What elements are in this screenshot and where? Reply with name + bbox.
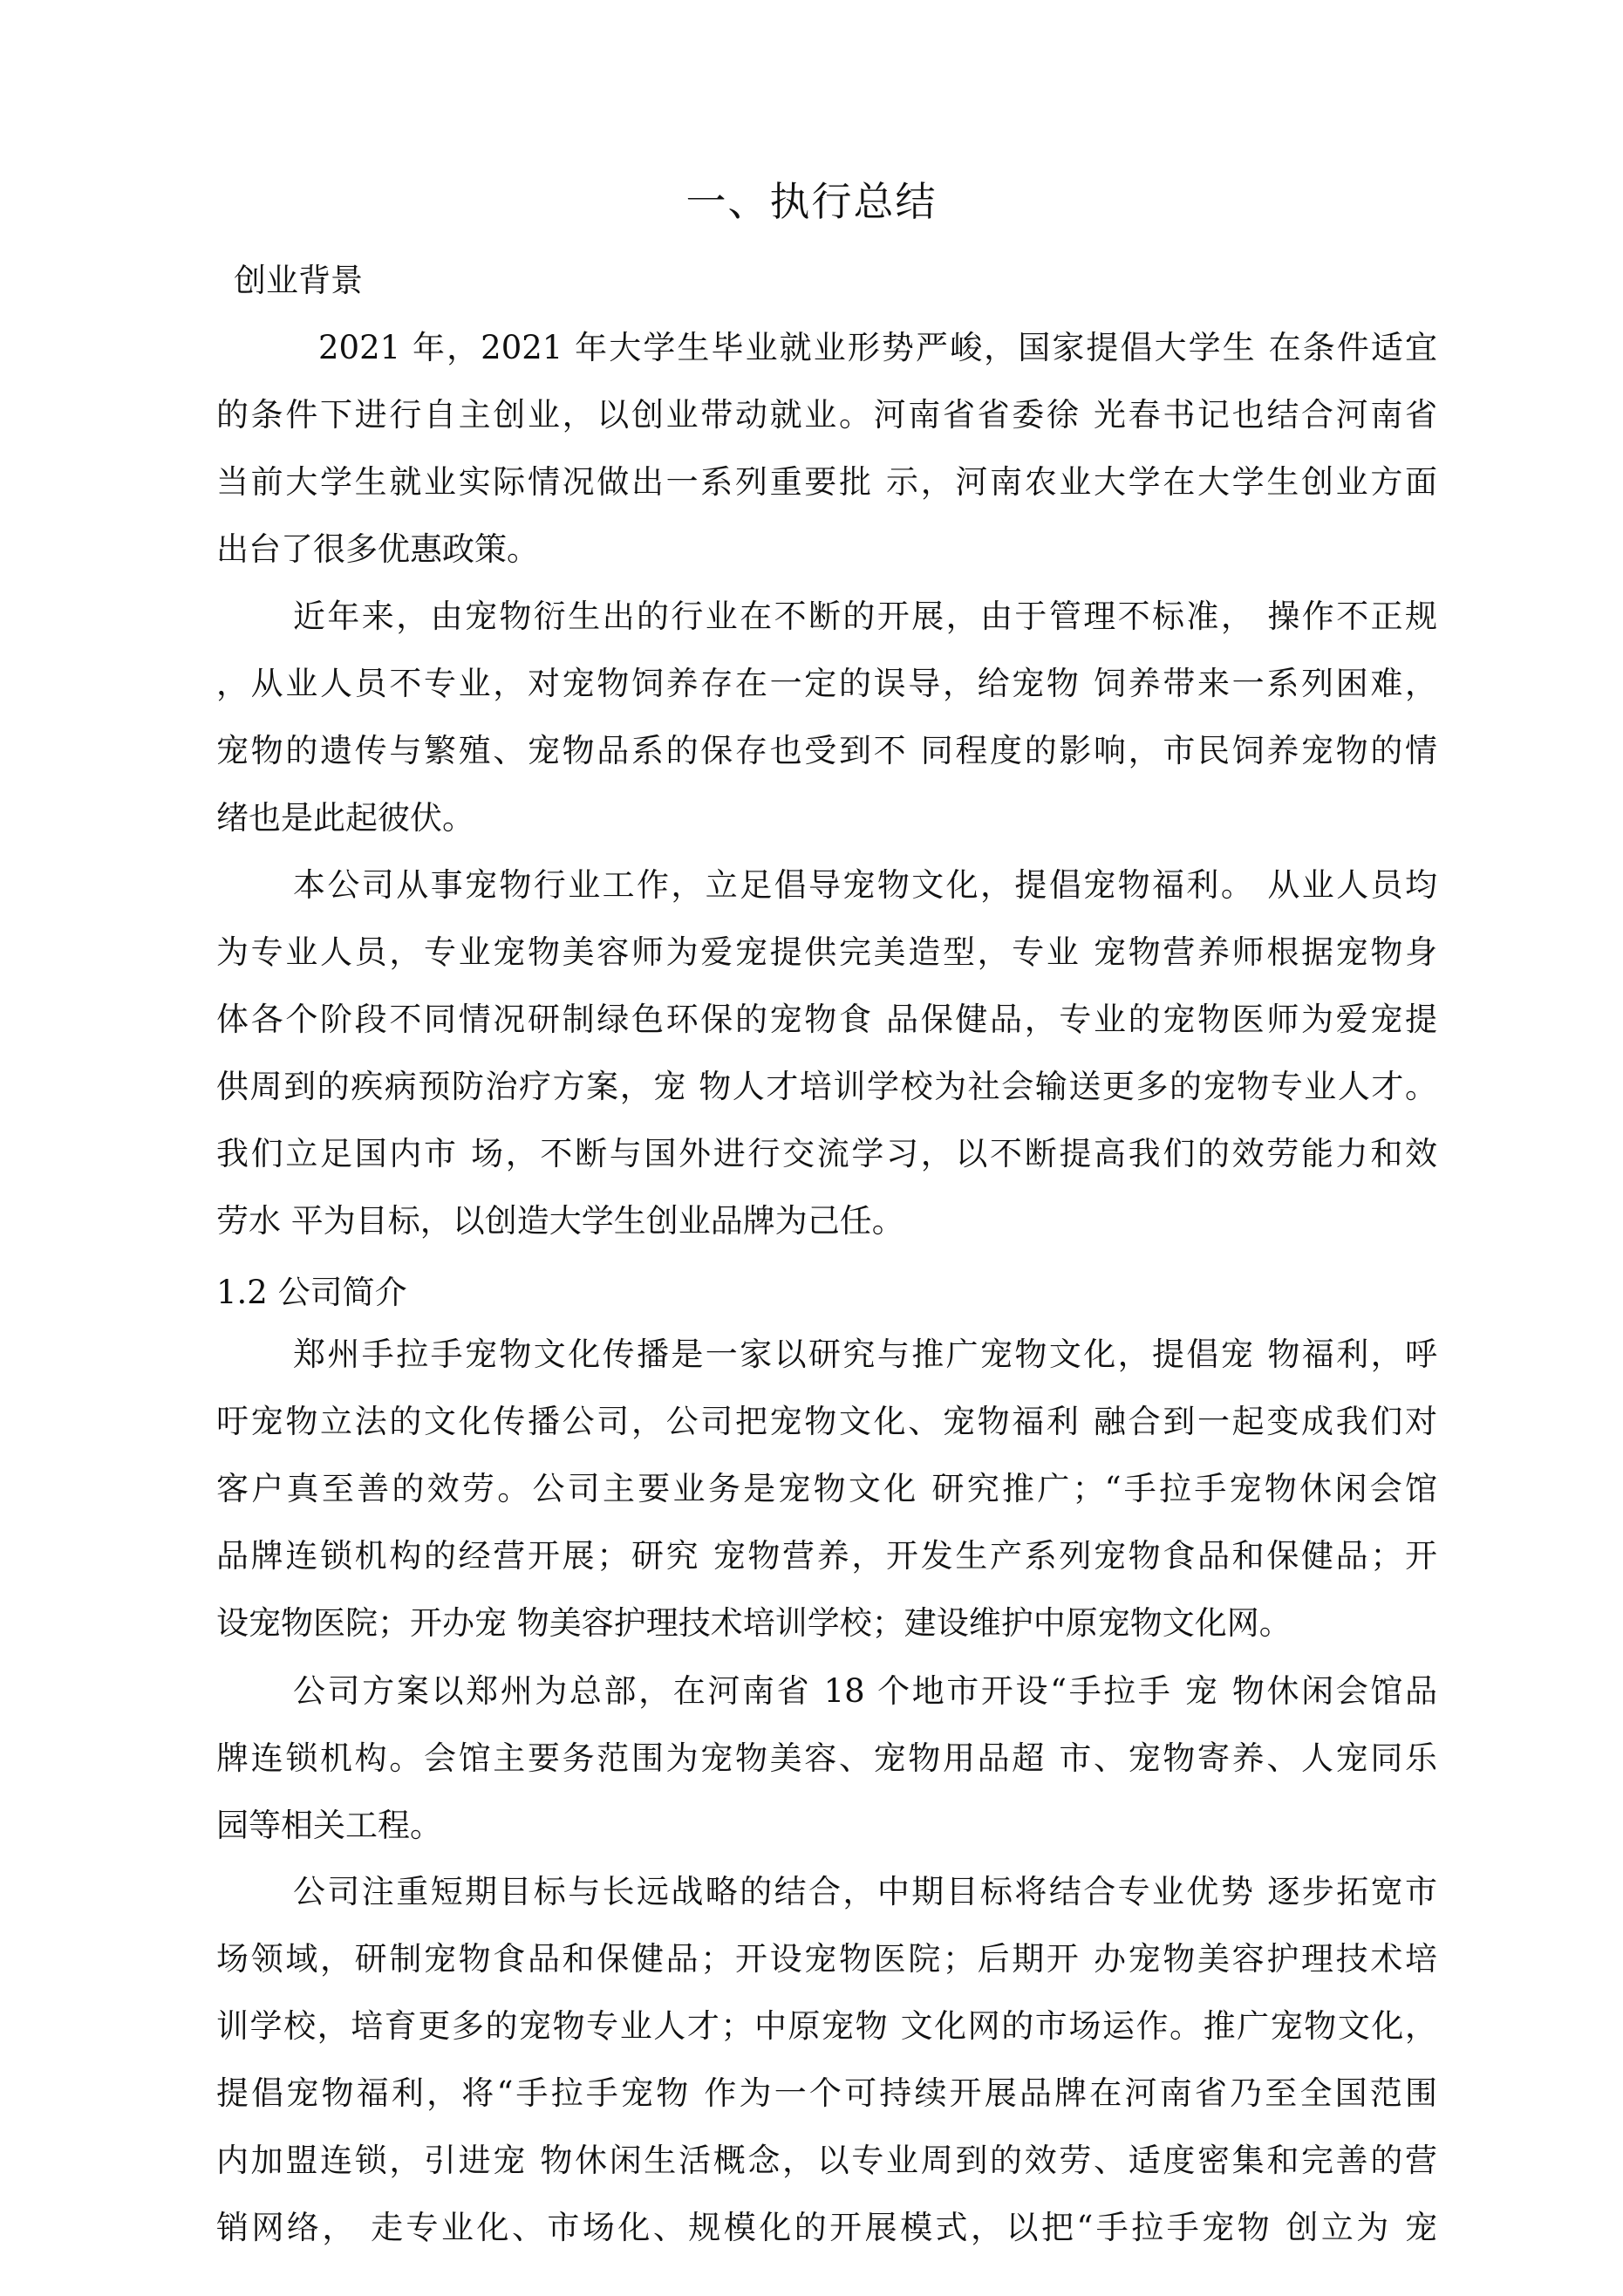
paragraph-background-2	[216, 583, 1437, 851]
text-line: 宠物的遗传与繁殖、宠物品系的保存也受到不 同程度的影响，市民饲养宠物的情	[216, 732, 1437, 769]
text-line: 2021 年，2021 年大学生毕业就业形势严峻，国家提倡大学生 在条件适宜	[318, 329, 1437, 366]
text-line: 内加盟连锁，引进宠 物休闲生活概念，以专业周到的效劳、适度密集和完善的营	[216, 2142, 1437, 2179]
text-line: 品牌连锁机构的经营开展；研究 宠物营养，开发生产系列宠物食品和保健品；开	[216, 1537, 1437, 1575]
text-line: 当前大学生就业实际情况做出一系列重要批 示，河南农业大学在大学生创业方面	[216, 463, 1437, 501]
text-line: 劳水 平为目标，以创造大学生创业品牌为己任。	[216, 1202, 904, 1240]
text-line: 郑州手拉手宠物文化传播是一家以研究与推广宠物文化，提倡宠 物福利，呼	[293, 1336, 1437, 1373]
text-line: 牌连锁机构。会馆主要务范围为宠物美容、宠物用品超 市、宠物寄养、人宠同乐	[216, 1739, 1437, 1777]
text-line: 设宠物医院；开办宠 物美容护理技术培训学校；建设维护中原宠物文化网。	[216, 1604, 1292, 1642]
text-line: 我们立足国内市 场，不断与国外进行交流学习，以不断提高我们的效劳能力和效	[216, 1135, 1437, 1172]
paragraph-intro-3	[216, 1858, 1437, 2261]
text-line: 园等相关工程。	[216, 1807, 442, 1844]
paragraph-intro-1	[216, 1321, 1437, 1657]
paragraph-intro-2	[216, 1657, 1437, 1859]
text-line: 客户真至善的效劳。公司主要业务是宠物文化 研究推广；“手拉手宠物休闲会馆	[216, 1470, 1437, 1507]
text-line: 销网络， 走专业化、市场化、规模化的开展模式，以把“手拉手宠物 创立为 宠	[216, 2209, 1437, 2246]
page-title: 一、执行总结	[685, 178, 938, 225]
text-line: 公司方案以郑州为总部，在河南省 18 个地市开设“手拉手 宠 物休闲会馆品	[293, 1672, 1437, 1710]
text-line: 提倡宠物福利，将“手拉手宠物 作为一个可持续开展品牌在河南省乃至全国范围	[216, 2074, 1437, 2112]
text-line: 供周到的疾病预防治疗方案，宠 物人才培训学校为社会输送更多的宠物专业人才。	[216, 1068, 1437, 1105]
paragraph-background-1	[216, 314, 1437, 583]
text-line: 出台了很多优惠政策。	[216, 530, 539, 568]
text-line: 绪也是此起彼伏。	[216, 799, 474, 837]
text-line: 场领域，研制宠物食品和保健品；开设宠物医院；后期开 办宠物美容护理技术培	[216, 1940, 1437, 1978]
paragraph-background-3	[216, 851, 1437, 1254]
text-line: 本公司从事宠物行业工作，立足倡导宠物文化，提倡宠物福利。 从业人员均	[293, 866, 1437, 904]
section-heading-background: 创业背景	[234, 262, 363, 299]
text-line: ，从业人员不专业，对宠物饲养存在一定的误导，给宠物 饲养带来一系列困难，	[216, 665, 1437, 702]
text-line: 为专业人员，专业宠物美容师为爱宠提供完美造型，专业 宠物营养师根据宠物身	[216, 933, 1437, 971]
text-line: 吁宠物立法的文化传播公司，公司把宠物文化、宠物福利 融合到一起变成我们对	[216, 1403, 1437, 1440]
text-line: 训学校，培育更多的宠物专业人才；中原宠物 文化网的市场运作。推广宠物文化，	[216, 2007, 1437, 2045]
text-line: 体各个阶段不同情况研制绿色环保的宠物食 品保健品，专业的宠物医师为爱宠提	[216, 1001, 1437, 1038]
section-heading-company-intro: 1.2 公司简介	[216, 1274, 407, 1311]
text-line: 的条件下进行自主创业，以创业带动就业。河南省省委徐 光春书记也结合河南省	[216, 396, 1437, 434]
text-line: 近年来，由宠物衍生出的行业在不断的开展，由于管理不标准， 操作不正规	[293, 598, 1437, 635]
text-line: 公司注重短期目标与长远战略的结合，中期目标将结合专业优势 逐步拓宽市	[293, 1873, 1437, 1910]
